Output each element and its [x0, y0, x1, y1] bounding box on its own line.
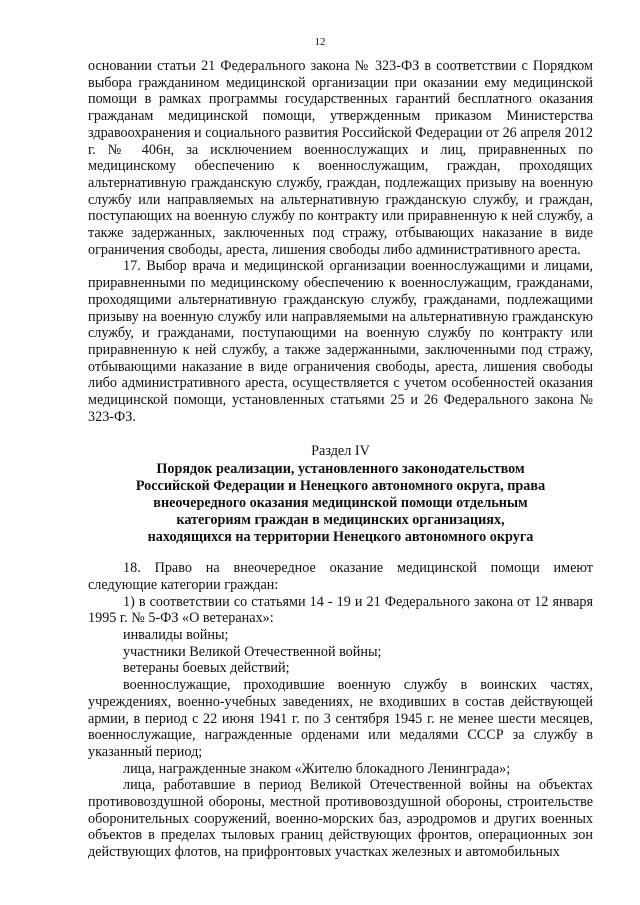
list-item: лица, работавшие в период Великой Отечественной войны на объектах противовоздушной обороны, местной противовоздушной обороны, строительстве оборонительных сооружений, военно-морских баз, аэродромов и других военных объектов в пределах тыловых границ действующих фронтов, операционных зон действующих флотов, на прифронтовых участках железных и автомобильных — [88, 777, 593, 861]
section-heading-line: Порядок реализации, установленного законодательством — [156, 461, 525, 478]
paragraph-17: 17. Выбор врача и медицинской организации военнослужащими и лицами, приравненными по медицинскому обеспечению к военнослужащим, гражданами, проходящими альтернативную гражданскую службу, гражданами, подлежащими призыву на военную службу или направляемыми на альтернативную гражданскую службу, и гражданами, поступающими на военную службу по контракту или приравненную к ней службу, а также задержанными, заключенными под стражу, отбывающими наказание в виде ограничения свободы, ареста, лишения свободы либо административного ареста, осуществляется с учетом особенностей оказания медицинской помощи, установленных статьями 25 и 26 Федерального закона № 323-ФЗ. — [88, 258, 593, 425]
list-item: инвалиды войны; — [123, 626, 229, 643]
page-number: 12 — [314, 36, 326, 48]
list-item: участники Великой Отечественной войны; — [123, 643, 382, 660]
spacer — [88, 546, 593, 560]
list-item: военнослужащие, проходившие военную службу в воинских частях, учреждениях, военно-учебных заведениях, не входивших в состав действующей армии, в период с 22 июня 1941 г. по 3 сентября 1945 г. не менее шести месяцев, военнослужащие, награжденные орденами или медалями СССР за службу в указанный период; — [88, 677, 593, 760]
section-heading-line: внеочередного оказания медицинской помощи отдельным — [153, 495, 528, 512]
list-item-1: 1) в соответствии со статьями 14 - 19 и 21 Федерального закона от 12 января 1995 г. № 5-ФЗ «О ветеранах»: — [88, 593, 593, 627]
list-item: лица, награжденные знаком «Жителю блокадного Ленинграда»; — [123, 760, 511, 777]
list-item: ветераны боевых действий; — [123, 660, 290, 677]
paragraph-continuation: основании статьи 21 Федерального закона № 323-ФЗ в соответствии с Порядком выбора гражданином медицинской организации при оказании ему медицинской помощи в рамках программы государственных гарантий бесплатного оказания гражданам медицинской помощи, утвержденным приказом Министерства здравоохранения и социального развития Российской Федерации от 26 апреля 2012 г. № 406н, за исключением военнослужащих и лиц, приравненных по медицинскому обеспечению к военнослужащим, граждан, проходящих альтернативную гражданскую службу, граждан, подлежащих призыву на военную службу или направляемых на альтернативную гражданскую службу, и граждан, поступающих на военную службу по контракту или приравненную к ней службу, а также задержанных, заключенных под стражу, отбывающих наказание в виде ограничения свободы, ареста, лишения свободы либо административного ареста. — [88, 58, 593, 258]
section-label: Раздел IV — [311, 443, 370, 460]
paragraph-18: 18. Право на внеочередное оказание медицинской помощи имеют следующие категории граждан: — [88, 560, 593, 593]
section-heading-line: находящихся на территории Ненецкого автономного округа — [147, 529, 534, 546]
section-heading-line: Российской Федерации и Ненецкого автономного округа, права — [135, 478, 546, 495]
section-heading-line: категориям граждан в медицинских организациях, — [176, 512, 505, 529]
document-body — [88, 58, 593, 861]
section-heading — [88, 461, 593, 546]
